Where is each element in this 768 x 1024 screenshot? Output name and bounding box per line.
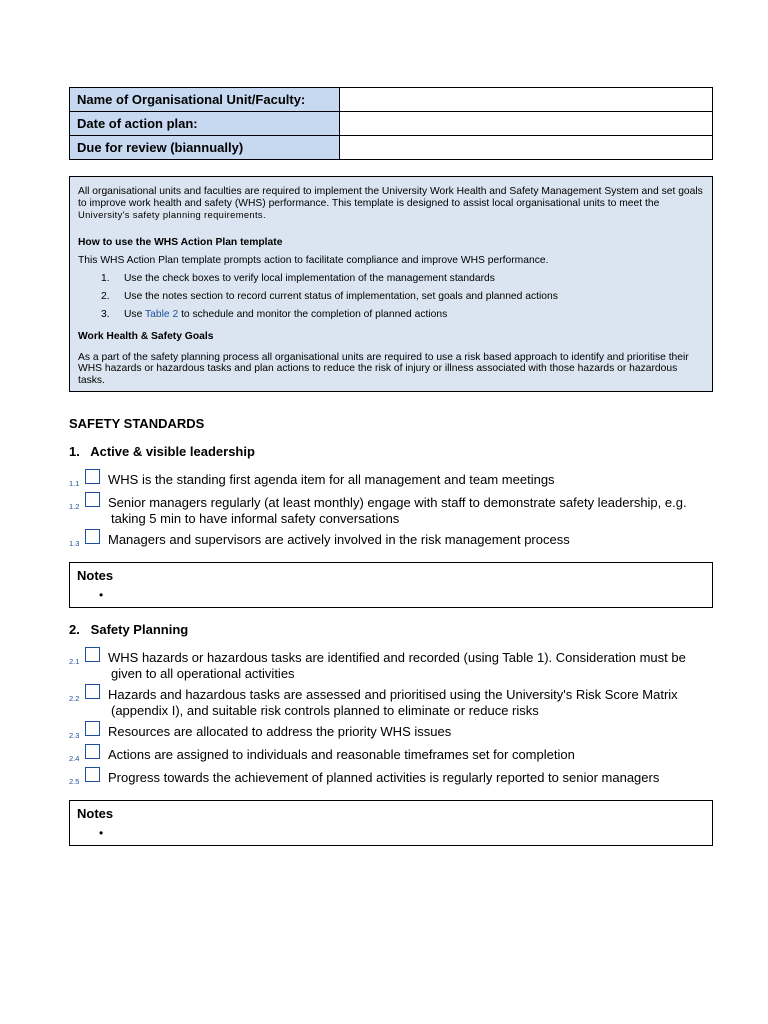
checkbox[interactable]	[85, 744, 100, 759]
item-number: 2.4	[69, 754, 80, 763]
list-item	[78, 288, 704, 306]
table-2-link[interactable]: Table 2	[145, 308, 179, 320]
item-number: 1.2	[69, 502, 80, 511]
item-number: 1.3	[69, 539, 80, 548]
notes-box[interactable]	[69, 800, 713, 846]
list-item	[78, 306, 704, 324]
checkbox[interactable]	[85, 647, 100, 662]
item-text: WHS is the standing first agenda item for all management and team meetings	[108, 472, 555, 487]
step-number: 1.	[101, 272, 110, 284]
item-text: Senior managers regularly (at least monthly) engage with staff to demonstrate safety leadership, e.g.	[108, 495, 687, 510]
item-number: 1.1	[69, 479, 80, 488]
section-heading-safety-planning: 2. Safety Planning	[69, 622, 189, 637]
step-text: Use the notes section to record current status of implementation, set goals and planned actions	[124, 290, 558, 302]
item-text-continued: (appendix I), and suitable risk controls planned to eliminate or reduce risks	[111, 703, 539, 718]
item-number: 2.2	[69, 694, 80, 703]
step-text: Use the check boxes to verify local implementation of the management standards	[124, 272, 495, 284]
item-text: WHS hazards or hazardous tasks are identified and recorded (using Table 1). Consideration must be	[108, 650, 686, 665]
notes-bullet: •	[99, 588, 104, 602]
item-number: 2.1	[69, 657, 80, 666]
review-due-label: Due for review (biannually)	[70, 136, 340, 160]
notes-bullet: •	[99, 826, 104, 840]
intro-box	[69, 176, 713, 392]
step-number: 2.	[101, 290, 110, 302]
item-text: Managers and supervisors are actively involved in the risk management process	[108, 532, 570, 547]
checkbox[interactable]	[85, 767, 100, 782]
item-text: Actions are assigned to individuals and reasonable timeframes set for completion	[108, 747, 575, 762]
goals-text: As a part of the safety planning process all organisational units are required to use a risk based approach to identify and prioritise their WHS hazards or hazardous tasks and plan actions to reduce the risk of injury or illness associated with those hazards or hazardous tasks.	[78, 351, 689, 386]
step-number: 3.	[101, 308, 110, 320]
table-row	[70, 136, 713, 160]
checkbox[interactable]	[85, 721, 100, 736]
intro-text-tail: University's safety planning requirements.	[78, 209, 266, 221]
checkbox[interactable]	[85, 469, 100, 484]
intro-paragraph	[78, 186, 704, 222]
howto-steps	[78, 270, 704, 324]
item-text-continued: taking 5 min to have informal safety conversations	[111, 511, 400, 526]
unit-details-table	[69, 87, 713, 160]
checkbox[interactable]	[85, 492, 100, 507]
intro-text: All organisational units and faculties are required to implement the University Work Health and Safety Management System and set goals to improve work health and safety (WHS) performance. This template is designed to assist local organisational units to meet the	[78, 186, 703, 209]
item-text: Resources are allocated to address the priority WHS issues	[108, 724, 452, 739]
notes-title: Notes	[77, 806, 114, 821]
table-row	[70, 112, 713, 136]
goals-heading: Work Health & Safety Goals	[78, 330, 214, 342]
item-number: 2.5	[69, 777, 80, 786]
item-text: Progress towards the achievement of planned activities is regularly reported to senior managers	[108, 770, 660, 785]
unit-name-label: Name of Organisational Unit/Faculty:	[70, 88, 340, 112]
action-plan-date-field[interactable]	[340, 112, 713, 136]
checkbox[interactable]	[85, 684, 100, 699]
step-text-pre: Use	[124, 308, 145, 320]
item-text-continued: given to all operational activities	[111, 666, 295, 681]
review-due-field[interactable]	[340, 136, 713, 160]
safety-standards-title: SAFETY STANDARDS	[69, 416, 205, 431]
unit-name-field[interactable]	[340, 88, 713, 112]
action-plan-date-label: Date of action plan:	[70, 112, 340, 136]
item-number: 2.3	[69, 731, 80, 740]
checkbox[interactable]	[85, 529, 100, 544]
howto-heading: How to use the WHS Action Plan template	[78, 236, 283, 248]
notes-box[interactable]	[69, 562, 713, 608]
howto-text: This WHS Action Plan template prompts action to facilitate compliance and improve WHS performance.	[78, 255, 549, 267]
table-row	[70, 88, 713, 112]
step-text-post: to schedule and monitor the completion of planned actions	[178, 308, 448, 320]
notes-title: Notes	[77, 568, 114, 583]
item-text: Hazards and hazardous tasks are assessed and prioritised using the University's Risk Score Matrix	[108, 687, 678, 702]
section-heading-leadership: 1. Active & visible leadership	[69, 444, 255, 459]
list-item	[78, 270, 704, 288]
